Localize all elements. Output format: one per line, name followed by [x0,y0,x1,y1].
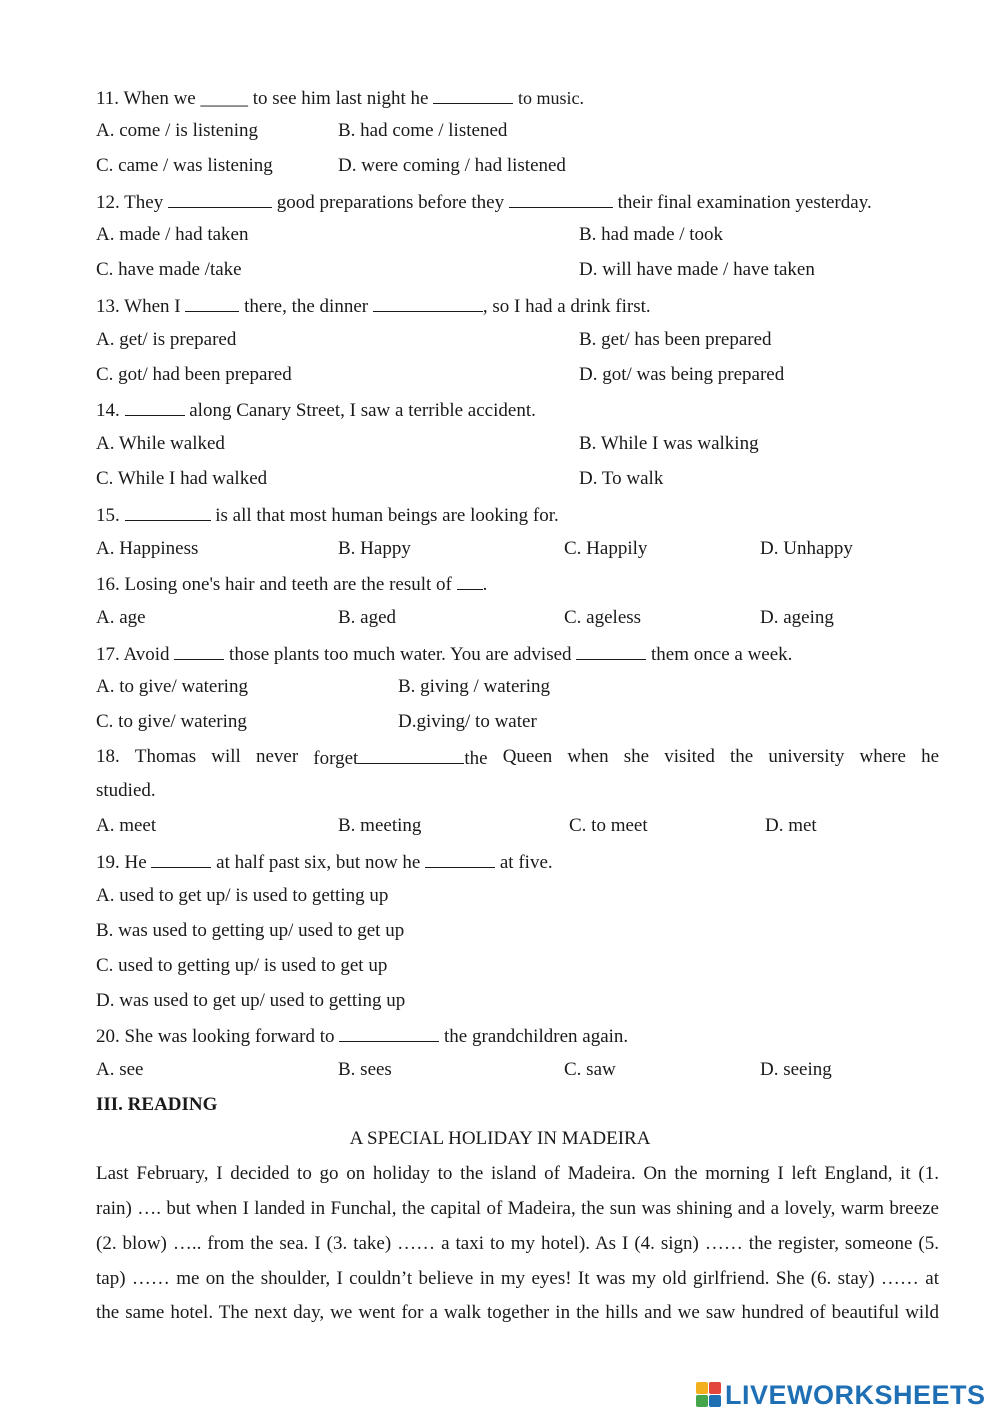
reading-paragraph-line: the same hotel. The next day, we went for a walk together in the hills and we saw hundred of beautiful wild [96,1302,939,1323]
question-18: 18. Thomas will never forget the Queen when she visited the university where he [96,746,939,769]
reading-title: A SPECIAL HOLIDAY IN MADEIRA [349,1128,651,1149]
q20-blank[interactable] [339,1024,439,1042]
q13-blank-2[interactable] [373,294,483,312]
q20-option-a[interactable]: A. see [96,1059,144,1080]
q12-option-d[interactable]: D. will have made / have taken [579,259,815,280]
q18-continuation: studied. [96,780,156,801]
question-15: 15. is all that most human beings are looking for. [96,505,559,526]
q11-blank-1: _____ [200,88,248,109]
q14-option-c[interactable]: C. While I had walked [96,468,268,489]
q13-option-c[interactable]: C. got/ had been prepared [96,364,292,385]
question-19: 19. He at half past six, but now he at five. [96,852,553,873]
question-11: 11. When we _____ to see him last night he to music. [96,88,584,109]
liveworksheets-logo-text: LIVEWORKSHEETS [725,1379,986,1410]
q13-blank-1[interactable] [185,294,239,312]
q16-option-c[interactable]: C. ageless [564,607,642,628]
q15-option-c[interactable]: C. Happily [564,538,648,559]
q14-option-b[interactable]: B. While I was walking [579,433,759,454]
liveworksheets-logo[interactable] [696,1380,986,1410]
q20-option-c[interactable]: C. saw [564,1059,616,1080]
q18-blank[interactable] [358,746,464,764]
q14-option-a[interactable]: A. While walked [96,433,225,454]
q17-blank-2[interactable] [576,642,646,660]
q17-option-a[interactable]: A. to give/ watering [96,676,248,697]
question-13: 13. When I there, the dinner , so I had a drink first. [96,296,651,317]
q19-blank-2[interactable] [425,850,495,868]
q19-option-a[interactable]: A. used to get up/ is used to getting up [96,885,389,906]
q12-option-b[interactable]: B. had made / took [579,224,724,245]
q11-option-c[interactable]: C. came / was listening [96,155,273,176]
q19-option-c[interactable]: C. used to getting up/ is used to get up [96,955,388,976]
q11-option-d[interactable]: D. were coming / had listened [338,155,566,176]
q14-option-d[interactable]: D. To walk [579,468,664,489]
q18-option-d[interactable]: D. met [765,815,817,836]
q18-option-c[interactable]: C. to meet [569,815,648,836]
q11-option-a[interactable]: A. come / is listening [96,120,259,141]
reading-paragraph-line: rain) …. but when I landed in Funchal, the capital of Madeira, the sun was shining and a lovely, warm breeze [96,1198,939,1219]
q11-option-b[interactable]: B. had come / listened [338,120,508,141]
q11-blank-2[interactable] [433,86,513,104]
q19-option-b[interactable]: B. was used to getting up/ used to get up [96,920,405,941]
q19-option-d[interactable]: D. was used to get up/ used to getting up [96,990,406,1011]
reading-paragraph-line: (2. blow) ….. from the sea. I (3. take) …… a taxi to my hotel). As I (4. sign) …… the register, someone (5. [96,1233,939,1254]
q13-option-b[interactable]: B. get/ has been prepared [579,329,772,350]
q12-option-c[interactable]: C. have made /take [96,259,242,280]
q20-option-b[interactable]: B. sees [338,1059,392,1080]
q15-option-d[interactable]: D. Unhappy [760,538,853,559]
q17-blank-1[interactable] [174,642,224,660]
question-12: 12. They good preparations before they their final examination yesterday. [96,192,872,213]
q17-option-d[interactable]: D.giving/ to water [398,711,537,732]
q15-option-a[interactable]: A. Happiness [96,538,199,559]
q12-blank-1[interactable] [168,190,272,208]
reading-paragraph-line: tap) …… me on the shoulder, I couldn’t believe in my eyes! It was my old girlfriend. She (6. stay) …… at [96,1268,939,1289]
section-heading-reading: III. READING [96,1094,218,1115]
q18-option-a[interactable]: A. meet [96,815,157,836]
q16-option-a[interactable]: A. age [96,607,146,628]
q18-option-b[interactable]: B. meeting [338,815,422,836]
question-17: 17. Avoid those plants too much water. You are advised them once a week. [96,644,793,665]
q16-option-d[interactable]: D. ageing [760,607,834,628]
question-20: 20. She was looking forward to the grandchildren again. [96,1026,629,1047]
question-14: 14. along Canary Street, I saw a terrible accident. [96,400,536,421]
q14-blank[interactable] [125,398,185,416]
q15-option-b[interactable]: B. Happy [338,538,411,559]
q13-option-a[interactable]: A. get/ is prepared [96,329,237,350]
q15-blank[interactable] [125,503,211,521]
reading-paragraph-line: Last February, I decided to go on holiday to the island of Madeira. On the morning I left England, it (1. [96,1163,939,1184]
q17-option-b[interactable]: B. giving / watering [398,676,550,697]
q12-blank-2[interactable] [509,190,613,208]
q16-option-b[interactable]: B. aged [338,607,397,628]
q19-blank-1[interactable] [151,850,211,868]
q16-blank[interactable] [457,572,483,590]
liveworksheets-logo-icon [696,1382,722,1408]
q17-option-c[interactable]: C. to give/ watering [96,711,247,732]
q13-option-d[interactable]: D. got/ was being prepared [579,364,785,385]
q20-option-d[interactable]: D. seeing [760,1059,832,1080]
question-16: 16. Losing one's hair and teeth are the result of . [96,574,488,595]
q12-option-a[interactable]: A. made / had taken [96,224,249,245]
